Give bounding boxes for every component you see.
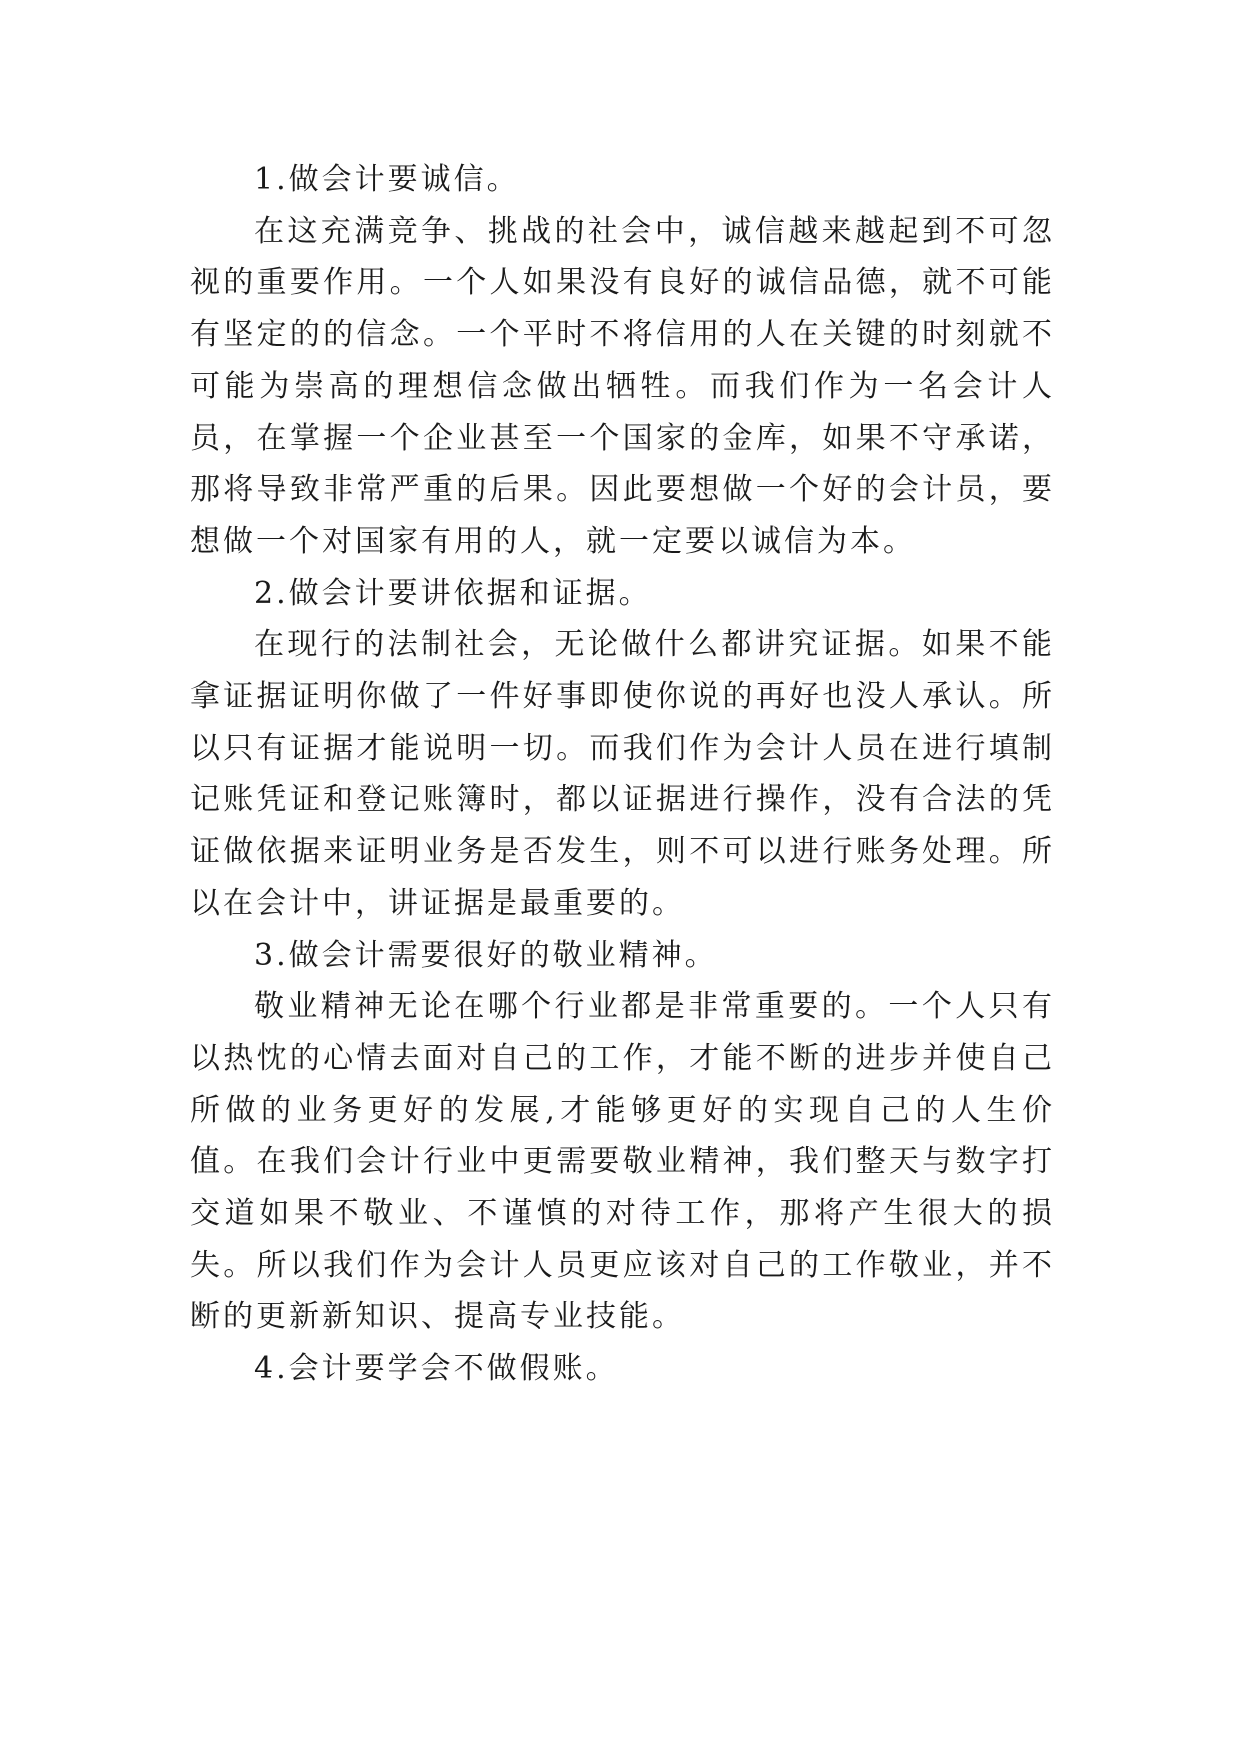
paragraph-2: 在现行的法制社会，无论做什么都讲究证据。如果不能拿证据证明你做了一件好事即使你说的再好也没人承认。所以只有证据才能说明一切。而我们作为会计人员在进行填制记账凭证和登记账簿时，都以证据进行操作，没有合法的凭证做依据来证明业务是否发生，则不可以进行账务处理。所以在会计中，讲证据是最重要的。 [190, 627, 1055, 921]
paragraph-1: 在这充满竞争、挑战的社会中，诚信越来越起到不可忽视的重要作用。一个人如果没有良好的诚信品德，就不可能有坚定的的信念。一个平时不将信用的人在关键的时刻就不可能为崇高的理想信念做出牺牲。而我们作为一名会计人员，在掌握一个企业甚至一个国家的金库，如果不守承诺，那将导致非常严重的后果。因此要想做一个好的会计员，要想做一个对国家有用的人，就一定要以诚信为本。 [190, 213, 1055, 559]
section-heading-1: 1.做会计要诚信。 [254, 162, 520, 197]
section-heading-2: 2.做会计要讲依据和证据。 [254, 575, 652, 611]
section-heading-4: 4.会计要学会不做假账。 [254, 1351, 619, 1387]
section-heading-3: 3.做会计需要很好的敬业精神。 [254, 937, 718, 973]
document-body [190, 154, 1055, 1395]
paragraph-3: 敬业精神无论在哪个行业都是非常重要的。一个人只有以热忱的心情去面对自己的工作，才能不断的进步并使自己所做的业务更好的发展,才能够更好的实现自己的人生价值。在我们会计行业中更需要敬业精神，我们整天与数字打交道如果不敬业、不谨慎的对待工作，那将产生很大的损失。所以我们作为会计人员更应该对自己的工作敬业，并不断的更新新知识、提高专业技能。 [190, 989, 1055, 1335]
